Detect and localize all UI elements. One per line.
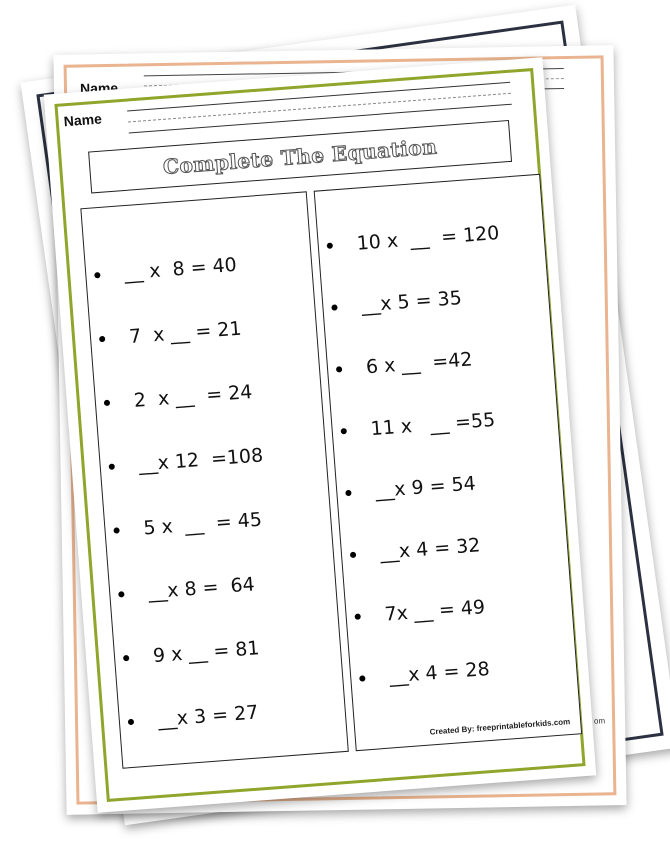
equation-item bbox=[108, 436, 321, 482]
name-label: Name bbox=[63, 110, 103, 130]
equation-item bbox=[127, 691, 340, 737]
bullet-icon bbox=[128, 719, 134, 725]
equations-column-left bbox=[80, 191, 348, 768]
equation-text: __x 12 =108 bbox=[137, 444, 264, 476]
equation-item bbox=[349, 524, 562, 570]
equation-text: __ x 8 = 40 bbox=[123, 253, 238, 285]
equation-text: 10 x __ = 120 bbox=[355, 222, 501, 255]
bullet-icon bbox=[123, 655, 129, 661]
bullet-icon bbox=[341, 428, 347, 434]
bullet-icon bbox=[350, 552, 356, 558]
bullet-icon bbox=[355, 613, 361, 619]
worksheet-title: Complete The Equation bbox=[162, 134, 438, 179]
equation-text: 9 x __ = 81 bbox=[152, 637, 261, 668]
equation-item bbox=[122, 628, 335, 674]
equation-text: 7 x __ = 21 bbox=[128, 317, 243, 349]
equation-text: 11 x __ =55 bbox=[369, 408, 496, 441]
equation-item bbox=[354, 586, 567, 632]
bullet-icon bbox=[104, 400, 110, 406]
equation-item bbox=[344, 462, 557, 508]
bullet-icon bbox=[109, 463, 115, 469]
equation-item bbox=[340, 401, 553, 447]
equation-item bbox=[358, 648, 571, 694]
credit-text: Created By: freeprintableforkids.com bbox=[429, 717, 571, 737]
equations-column-right bbox=[314, 174, 582, 751]
bullet-icon bbox=[118, 591, 124, 597]
equation-text: 5 x __ = 45 bbox=[142, 508, 263, 540]
bullet-icon bbox=[327, 243, 333, 249]
back-sheet-name-label: Name bbox=[79, 79, 119, 97]
equation-text: __x 5 = 35 bbox=[360, 287, 463, 317]
equation-item bbox=[103, 372, 316, 418]
equation-text: 6 x __ =42 bbox=[365, 348, 474, 379]
worksheet bbox=[44, 57, 597, 812]
equation-text: __x 4 = 32 bbox=[379, 534, 482, 564]
bullet-icon bbox=[336, 366, 342, 372]
equation-text: __x 9 = 54 bbox=[374, 472, 477, 502]
equation-text: __x 8 = 64 bbox=[147, 573, 256, 604]
back-sheet-credit: om bbox=[593, 716, 606, 726]
bullet-icon bbox=[94, 272, 100, 278]
equation-text: __x 3 = 27 bbox=[157, 701, 260, 731]
equation-item bbox=[326, 215, 539, 261]
equation-item bbox=[112, 500, 325, 546]
equation-item bbox=[98, 309, 311, 355]
bullet-icon bbox=[345, 490, 351, 496]
equation-item bbox=[330, 277, 543, 323]
equation-text: 7x __ = 49 bbox=[383, 596, 486, 626]
equation-item bbox=[335, 339, 548, 385]
bullet-icon bbox=[331, 304, 337, 310]
bullet-icon bbox=[99, 336, 105, 342]
equation-text: 2 x __ = 24 bbox=[133, 380, 254, 412]
equation-item bbox=[117, 564, 330, 610]
bullet-icon bbox=[359, 675, 365, 681]
equation-text: __x 4 = 28 bbox=[388, 657, 491, 688]
equation-item bbox=[93, 245, 306, 291]
bullet-icon bbox=[113, 527, 119, 533]
